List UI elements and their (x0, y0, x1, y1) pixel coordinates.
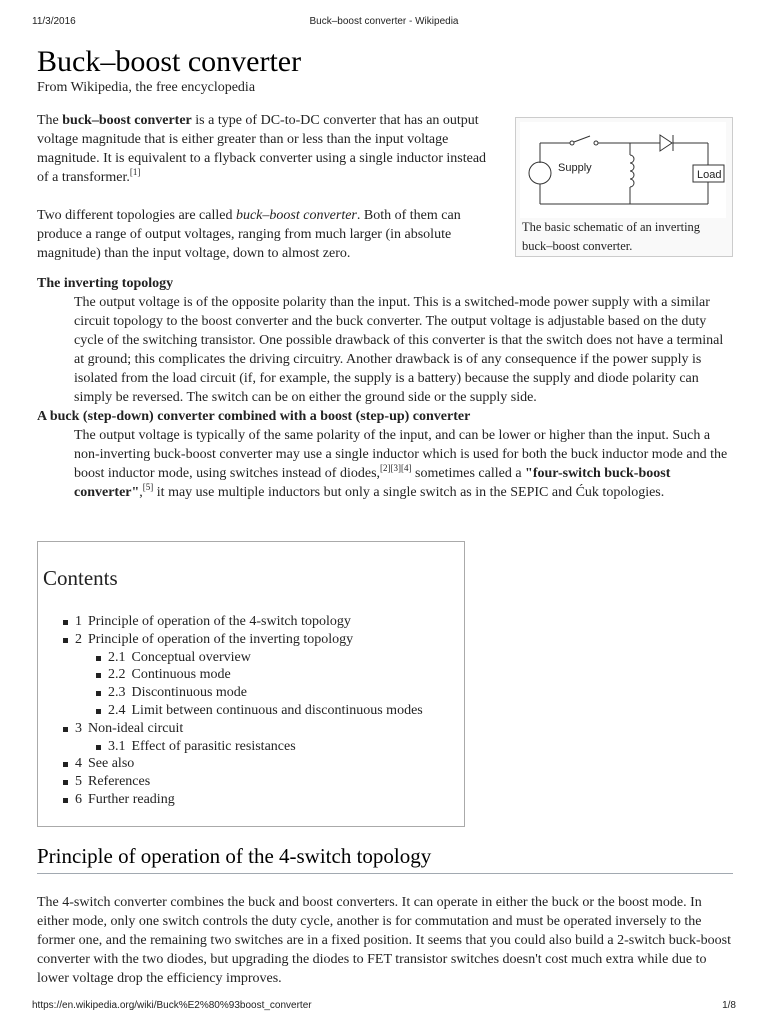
table-of-contents (37, 541, 465, 827)
toc-item[interactable]: 6 Further reading (59, 791, 423, 809)
toc-item[interactable]: 4 See also (59, 755, 423, 773)
toc-list (59, 613, 423, 809)
schematic-image (520, 122, 726, 218)
supply-label: Supply (558, 162, 592, 174)
toc-item[interactable]: 2.4 Limit between continuous and discontinuous modes (92, 702, 423, 720)
schematic-figure (515, 117, 733, 257)
print-date: 11/3/2016 (32, 16, 76, 27)
buck-boost-schematic (520, 122, 726, 218)
toc-item[interactable]: 2 Principle of operation of the inverting topology (59, 631, 423, 649)
footer-url: https://en.wikipedia.org/wiki/Buck%E2%80%93boost_converter (32, 1000, 312, 1011)
four-switch-paragraph: The 4-switch converter combines the buck and boost converters. It can operate in either the buck or the boost mode. In either mode, only one switch controls the duty cycle, another is for commutation and must be operated inversely to the former one, and the remaining two switches are in a fixed position. It seems that you could also build a 2-switch buck-boost converter with the two diodes, but upgrading the diodes to FET transistor switches doesn't cost much extra while due to lower voltage drop the efficiency improves. (37, 895, 732, 986)
citation-5[interactable]: [5] (142, 482, 154, 492)
footer-page-number: 1/8 (722, 1000, 736, 1011)
buck-boost-combined-term: A buck (step-down) converter combined with a boost (step-up) converter (37, 409, 471, 424)
load-label: Load (697, 169, 722, 181)
toc-item[interactable]: 5 References (59, 773, 423, 791)
page-title: Buck–boost converter (37, 45, 302, 78)
citation-1[interactable]: [1] (129, 167, 141, 177)
citation-2-4[interactable]: [2][3][4] (380, 463, 412, 473)
toc-item[interactable]: 2.2 Continuous mode (92, 666, 423, 684)
inverting-topology-term: The inverting topology (37, 276, 174, 291)
inverting-topology-description: The output voltage is of the opposite polarity than the input. This is a switched-mode power supply with a similar circuit topology to the boost converter and the buck converter. The output voltage is adjustable based on the duty cycle of the switching transistor. One possible drawback of this converter is that the switch does not have a terminal at ground; this complicates the driving circuitry. Another drawback is of any consequence if the power supply is isolated from the load circuit (if, for example, the supply is a battery) because the supply and diode polarity can simply be reversed. The switch can be on either the ground side or the supply side. (74, 295, 724, 405)
toc-item[interactable]: 3.1 Effect of parasitic resistances (92, 738, 423, 756)
toc-item[interactable]: 3 Non-ideal circuit (59, 720, 423, 738)
figure-caption: The basic schematic of an inverting buck–boost converter. (522, 220, 701, 253)
print-header (32, 16, 736, 30)
toc-item[interactable]: 2.3 Discontinuous mode (92, 684, 423, 702)
section-divider (37, 873, 733, 874)
toc-item[interactable]: 2.1 Conceptual overview (92, 649, 423, 667)
print-footer (32, 1000, 736, 1014)
toc-title: Contents (43, 566, 118, 590)
buck-boost-combined-description: The output voltage is typically of the same polarity of the input, and can be lower or higher than the input. Such a non-inverting buck-boost converter may use a single inductor which is used for both the buck inductor mode and the boost inductor mode, using switches instead of diodes,[2][3][4] sometimes called a "four-switch buck-boost converter",[5] it may use multiple inductors but only a single switch as in the SEPIC and Ćuk topologies. (74, 428, 728, 500)
intro-paragraph: The buck–boost converter is a type of DC-to-DC converter that has an output voltage magnitude that is either greater than or less than the input voltage magnitude. It is equivalent to a flyback converter using a single inductor instead of a transformer.[1] (37, 113, 487, 185)
print-title: Buck–boost converter - Wikipedia (309, 16, 459, 27)
page-subtitle: From Wikipedia, the free encyclopedia (37, 80, 256, 95)
article-body (37, 111, 733, 502)
toc-item[interactable]: 1 Principle of operation of the 4-switch topology (59, 613, 423, 631)
topologies-paragraph: Two different topologies are called buck–boost converter. Both of them can produce a range of output voltages, ranging from much larger (in absolute magnitude) than the input voltage, down to almost zero. (37, 208, 461, 261)
section-heading-4-switch: Principle of operation of the 4-switch topology (37, 844, 432, 868)
